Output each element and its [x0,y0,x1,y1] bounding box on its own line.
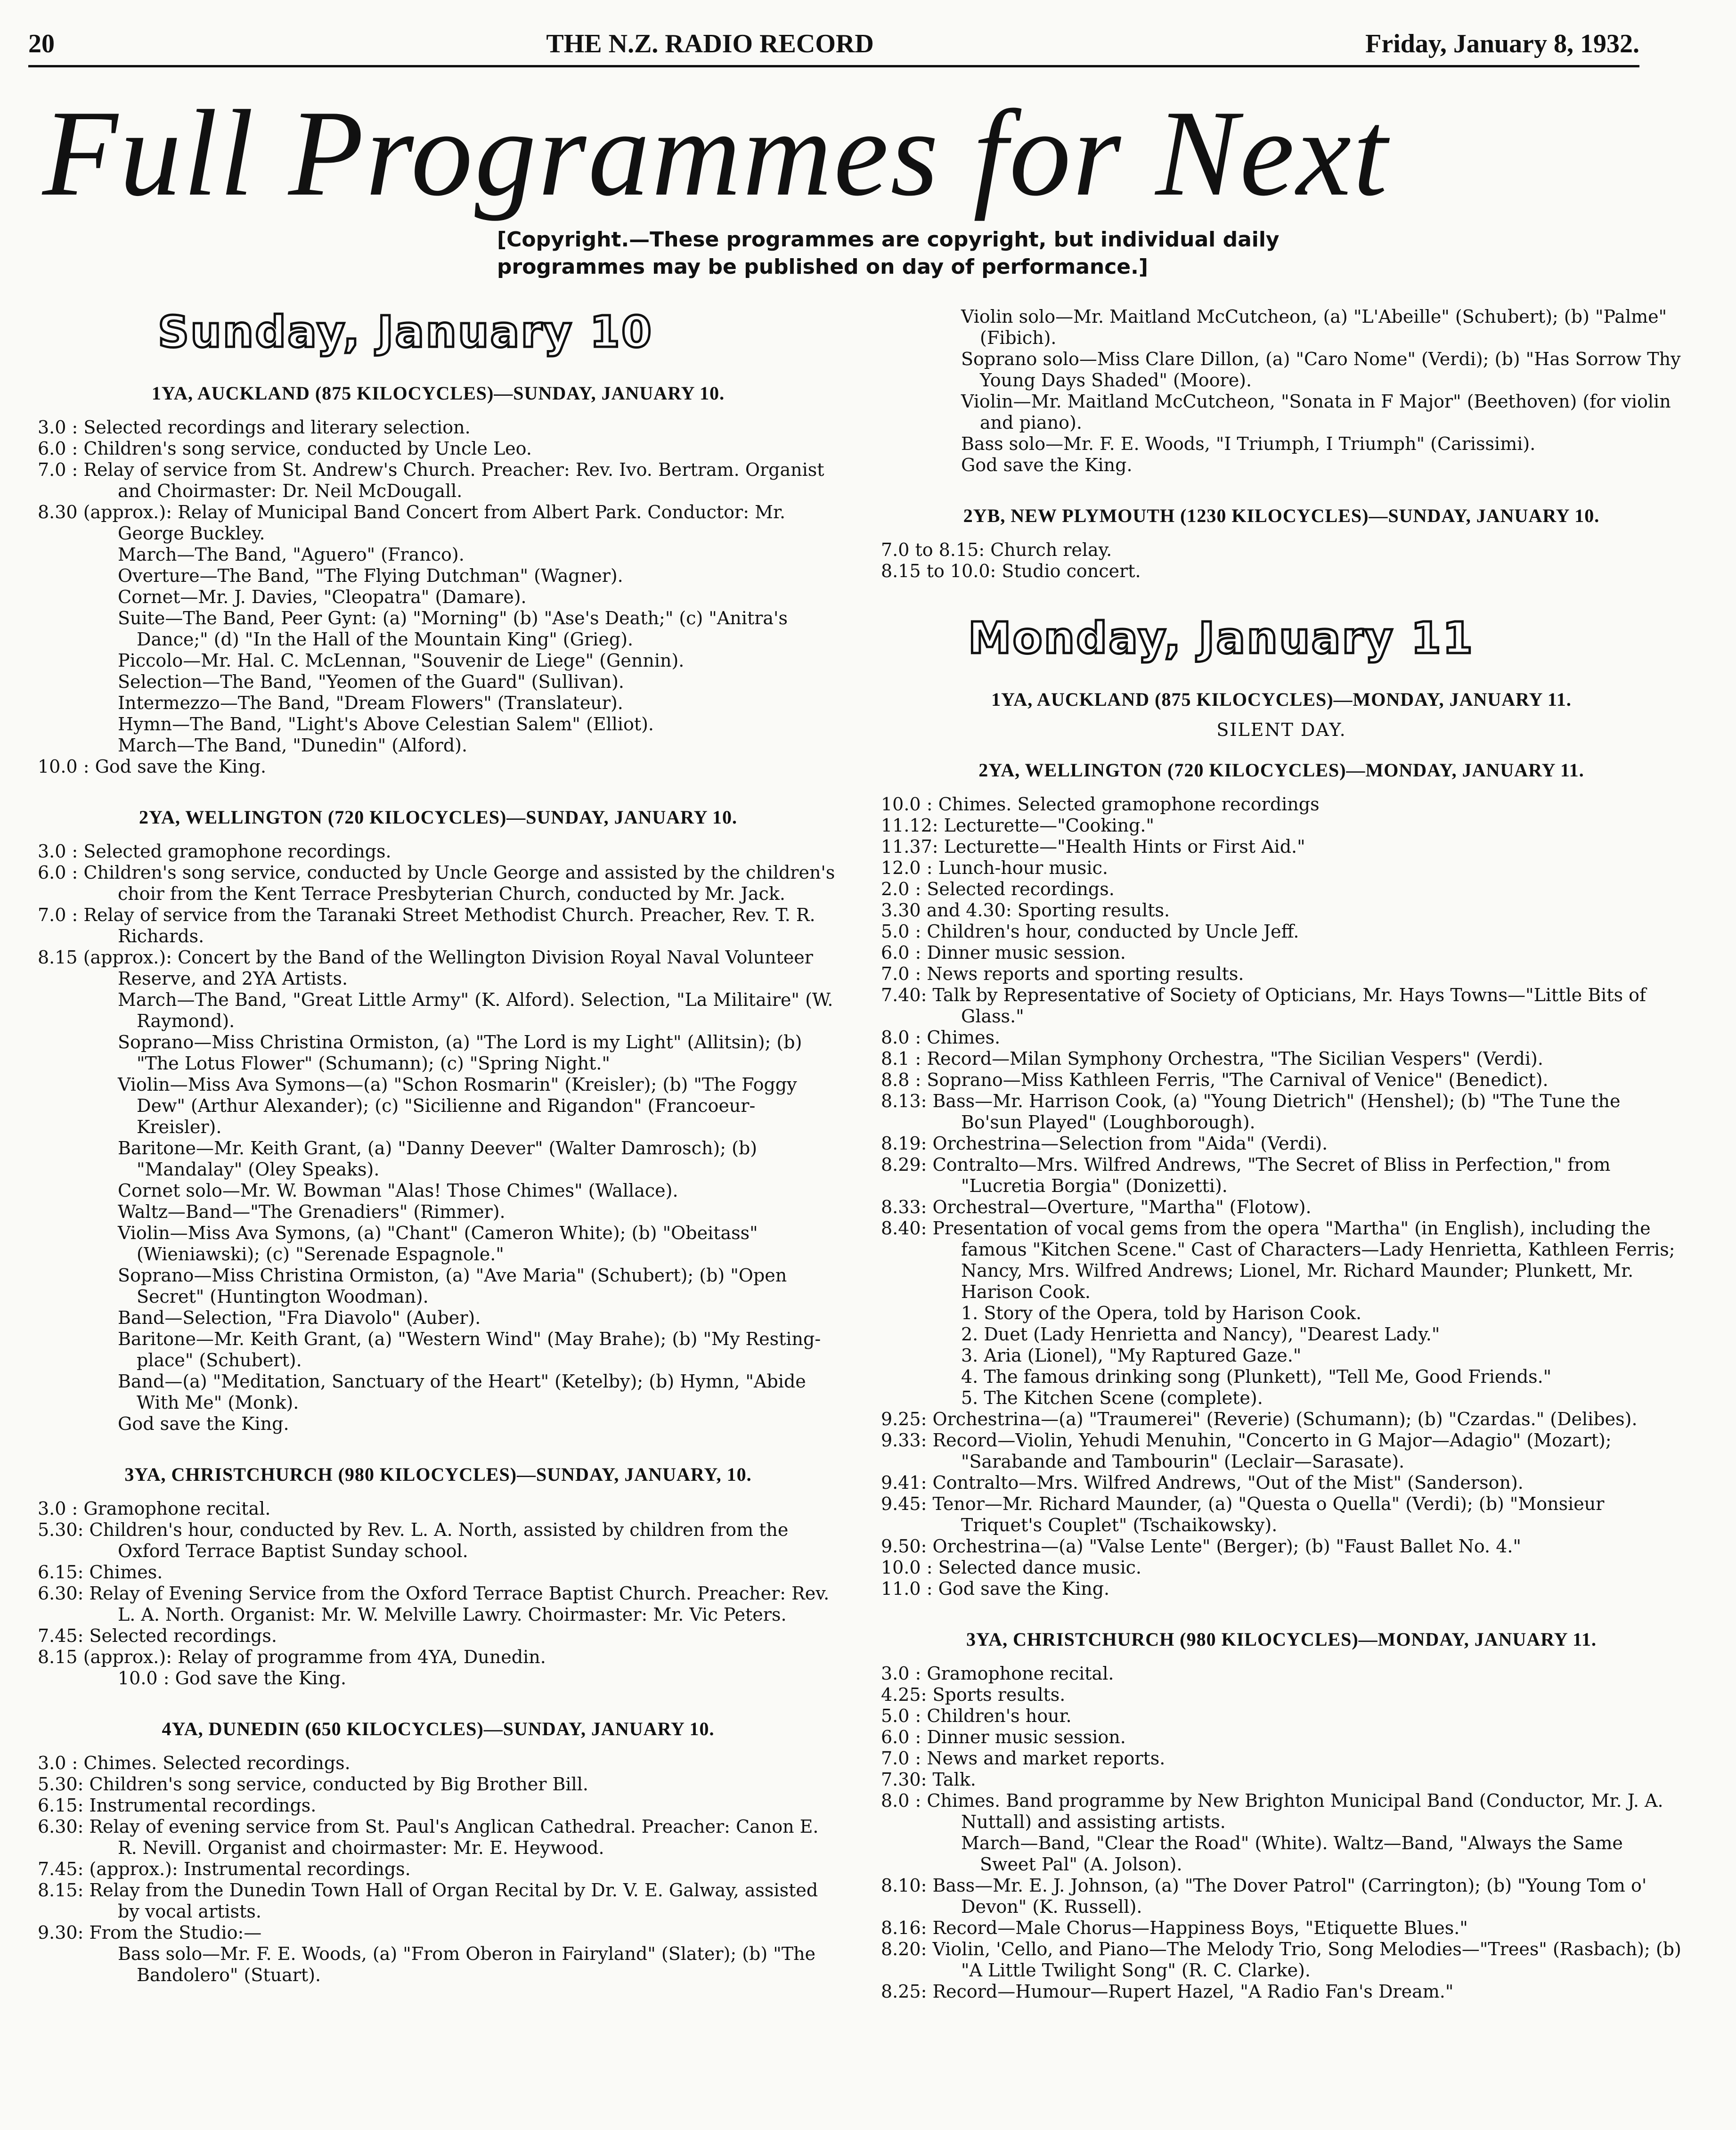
sunday-column [38,372,839,2005]
programme-entry: 9.45: Tenor—Mr. Richard Maunder, (a) "Questa o Quella" (Verdi); (b) "Monsieur Triquet's Couplet" (Tschaikowsky). [881,1493,1605,1535]
programme-entry: 8.15: Relay from the Dunedin Town Hall of Organ Recital by Dr. V. E. Galway, assisted by vocal artists. [38,1880,818,1922]
programme-entry: March—The Band, "Dunedin" (Alford). [118,735,468,756]
monday-column [881,678,1682,2021]
programme-entry: Bass solo—Mr. F. E. Woods, (a) "From Oberon in Fairyland" (Slater); (b) "The Bandolero" (Stuart). [118,1943,816,1985]
programme-entry: Waltz—Band—"The Grenadiers" (Rimmer). [118,1201,505,1222]
station-heading: 4YA, DUNEDIN (650 KILOCYCLES)—SUNDAY, JANUARY 10. [162,1718,715,1739]
programme-entry: Soprano—Miss Christina Ormiston, (a) "Ave Maria" (Schubert); (b) "Open Secret" (Huntington Woodman). [118,1265,787,1307]
section-gap [38,1689,839,1708]
programme-entry: 8.15 to 10.0: Studio concert. [881,561,1141,581]
programme-entry: 8.0 : Chimes. Band programme by New Brighton Municipal Band (Conductor, Mr. J. A. Nuttall) and assisting artists. [881,1790,1663,1832]
programme-entry: Selection—The Band, "Yeomen of the Guard" (Sullivan). [118,671,625,692]
programme-entry: 7.40: Talk by Representative of Society of Opticians, Mr. Hays Towns—"Little Bits of Glass." [881,985,1646,1027]
programme-entry: 5. The Kitchen Scene (complete). [961,1387,1263,1408]
programme-entry: Baritone—Mr. Keith Grant, (a) "Western Wind" (May Brahe); (b) "My Resting-place" (Schubert). [118,1329,821,1371]
programme-entry: 10.0 : Chimes. Selected gramophone recordings [881,794,1320,815]
programme-entry: 8.10: Bass—Mr. E. J. Johnson, (a) "The Dover Patrol" (Carrington); (b) "Young Tom o' Devon" (K. Russell). [881,1875,1647,1917]
station-heading: 3YA, CHRISTCHURCH (980 KILOCYCLES)—MONDAY, JANUARY 11. [966,1629,1597,1650]
programme-entry: 11.12: Lecturette—"Cooking." [881,815,1154,836]
programme-entry: 8.15 (approx.): Concert by the Band of the Wellington Division Royal Naval Volunteer Reserve, and 2YA Artists. [38,947,813,989]
station-heading: 2YB, NEW PLYMOUTH (1230 KILOCYCLES)—SUNDAY, JANUARY 10. [963,505,1600,526]
masthead [28,26,1639,59]
programme-entry: 8.15 (approx.): Relay of programme from 4YA, Dunedin. [38,1647,546,1667]
programme-entry: Cornet—Mr. J. Davies, "Cleopatra" (Damare). [118,587,527,607]
programme-entry: 7.45: Selected recordings. [38,1625,277,1646]
programme-entry: 8.1 : Record—Milan Symphony Orchestra, "The Sicilian Vespers" (Verdi). [881,1048,1543,1069]
programme-entry: 12.0 : Lunch-hour music. [881,857,1108,878]
station-heading: 1YA, AUCKLAND (875 KILOCYCLES)—MONDAY, JANUARY 11. [991,689,1572,710]
programme-entry: 11.0 : God save the King. [881,1578,1110,1599]
section-gap [38,777,839,796]
station-heading: 1YA, AUCKLAND (875 KILOCYCLES)—SUNDAY, JANUARY 10. [151,383,725,404]
programme-entry: 3.0 : Selected recordings and literary selection. [38,417,471,438]
programme-entry: 8.19: Orchestrina—Selection from "Aida" (Verdi). [881,1133,1328,1154]
programme-entry: 5.0 : Children's hour, conducted by Uncle Jeff. [881,921,1299,942]
programme-entry: 7.0 : News and market reports. [881,1748,1165,1769]
programme-entry: 6.0 : Children's song service, conducted by Uncle Leo. [38,438,532,459]
programme-entry: Violin—Miss Ava Symons, (a) "Chant" (Cameron White); (b) "Obeitass" (Wieniawski); (c) "Serenade Espagnole." [118,1223,758,1265]
programme-entry: 7.0 : News reports and sporting results. [881,963,1244,984]
programme-entry: Violin—Mr. Maitland McCutcheon, "Sonata in F Major" (Beethoven) (for violin and piano). [961,391,1671,433]
page-number: 20 [28,29,55,58]
programme-entry: 2. Duet (Lady Henrietta and Nancy), "Dearest Lady." [961,1324,1440,1345]
programme-entry: 10.0 : God save the King. [118,1668,347,1689]
sunday-continuation-column [881,306,1682,601]
programme-entry: 8.40: Presentation of vocal gems from the opera "Martha" (in English), including the famous "Kitchen Scene." Cast of Characters—Lady Henrietta, Kathleen Ferris; Nancy, Mrs. Wilfred Andrews; Lionel, Mr. Richard Maunder; Plunkett, Mr. Harison Cook. [881,1218,1675,1302]
programme-entry: 11.37: Lecturette—"Health Hints or First Aid." [881,836,1305,857]
section-gap [38,1986,839,2005]
programme-entry: 8.33: Orchestral—Overture, "Martha" (Flotow). [881,1197,1312,1217]
programme-entry: March—The Band, "Great Little Army" (K. Alford). Selection, "La Militaire" (W. Raymond). [118,989,833,1031]
programme-entry: 9.30: From the Studio:— [38,1922,262,1943]
programme-entry: 8.13: Bass—Mr. Harrison Cook, (a) "Young Dietrich" (Henshel); (b) "The Tune the Bo'sun Played" (Loughborough). [881,1091,1621,1133]
programme-entry: Bass solo—Mr. F. E. Woods, "I Triumph, I Triumph" (Carissimi). [961,433,1536,454]
programme-entry: 7.0 : Relay of service from St. Andrew's Church. Preacher: Rev. Ivo. Bertram. Organist and Choirmaster: Dr. Neil McDougall. [38,459,824,501]
programme-entry: Suite—The Band, Peer Gynt: (a) "Morning" (b) "Ase's Death;" (c) "Anitra's Dance;" (d) "In the Hall of the Mountain King" (Grieg). [118,608,788,650]
section-gap [881,582,1682,601]
programme-entry: 4. The famous drinking song (Plunkett), "Tell Me, Good Friends." [961,1366,1552,1387]
programme-entry: Violin solo—Mr. Maitland McCutcheon, (a) "L'Abeille" (Schubert); (b) "Palme" (Fibich). [961,306,1667,348]
programme-entry: 9.33: Record—Violin, Yehudi Menuhin, "Concerto in G Major—Adagio" (Mozart); "Sarabande and Tambourin" (Leclair—Sarasate). [881,1430,1612,1472]
sunday-heading: Sunday, January 10 [158,307,653,357]
programme-entry: 6.15: Instrumental recordings. [38,1795,317,1816]
programme-entry: 8.30 (approx.): Relay of Municipal Band Concert from Albert Park. Conductor: Mr. George Buckley. [38,502,786,544]
monday-heading: Monday, January 11 [968,613,1474,663]
programme-entry: 7.0 to 8.15: Church relay. [881,539,1112,560]
station-heading: 2YA, WELLINGTON (720 KILOCYCLES)—SUNDAY, JANUARY 10. [139,807,738,828]
programme-entry: March—The Band, "Aguero" (Franco). [118,544,465,565]
programme-entry: 3.30 and 4.30: Sporting results. [881,900,1170,921]
station-heading: 3YA, CHRISTCHURCH (980 KILOCYCLES)—SUNDAY, JANUARY, 10. [124,1464,752,1485]
programme-entry: 6.15: Chimes. [38,1562,163,1583]
programme-entry: Soprano—Miss Christina Ormiston, (a) "The Lord is my Light" (Allitsin); (b) "The Lotus Flower" (Schumann); (c) "Spring Night." [118,1032,802,1074]
programme-entry: 5.30: Children's hour, conducted by Rev. L. A. North, assisted by children from the Oxford Terrace Baptist Sunday school. [38,1519,789,1561]
programme-entry: Soprano solo—Miss Clare Dillon, (a) "Caro Nome" (Verdi); (b) "Has Sorrow Thy Young Days Shaded" (Moore). [961,349,1681,391]
programme-entry: Piccolo—Mr. Hal. C. McLennan, "Souvenir de Liege" (Gennin). [118,650,685,671]
programme-entry: Intermezzo—The Band, "Dream Flowers" (Translateur). [118,693,623,713]
programme-entry: 3.0 : Gramophone recital. [881,1663,1114,1684]
programme-entry: 3. Aria (Lionel), "My Raptured Gaze." [961,1345,1302,1366]
programme-entry: 7.0 : Relay of service from the Taranaki Street Methodist Church. Preacher, Rev. T. R. Richards. [38,905,815,947]
issue-date: Friday, January 8, 1932. [1365,29,1639,58]
programme-entry: God save the King. [961,455,1133,475]
programme-entry: 6.0 : Children's song service, conducted by Uncle George and assisted by the children's choir from the Kent Terrace Presbyterian Church, conducted by Mr. Jack. [38,862,835,904]
section-gap [881,1600,1682,1618]
section-gap [38,1435,839,1453]
paper-title: THE N.Z. RADIO RECORD [546,29,874,58]
programme-entry: 7.30: Talk. [881,1769,976,1790]
programme-entry: March—Band, "Clear the Road" (White). Waltz—Band, "Always the Same Sweet Pal" (A. Jolson). [961,1833,1623,1875]
programme-entry: God save the King. [118,1413,289,1434]
programme-entry: Cornet solo—Mr. W. Bowman "Alas! Those Chimes" (Wallace). [118,1180,678,1201]
programme-entry: Hymn—The Band, "Light's Above Celestian Salem" (Elliot). [118,714,654,734]
programme-entry: 6.30: Relay of Evening Service from the Oxford Terrace Baptist Church. Preacher: Rev. L. A. North. Organist: Mr. W. Melville Lawry. Choirmaster: Mr. Vic Peters. [38,1583,830,1625]
programme-entry: 9.50: Orchestrina—(a) "Valse Lente" (Berger); (b) "Faust Ballet No. 4." [881,1536,1521,1557]
programme-entry: Overture—The Band, "The Flying Dutchman" (Wagner). [118,565,623,586]
programme-entry: 8.25: Record—Humour—Rupert Hazel, "A Radio Fan's Dream." [881,1981,1454,2002]
programme-entry: 8.0 : Chimes. [881,1027,1001,1048]
programme-entry: 9.25: Orchestrina—(a) "Traumerei" (Reverie) (Schumann); (b) "Czardas." (Delibes). [881,1409,1638,1429]
programme-entry: 8.20: Violin, 'Cello, and Piano—The Melody Trio, Song Melodies—"Trees" (Rasbach); (b) "A Little Twilight Song" (R. C. Clarke). [881,1939,1681,1981]
programme-entry: 4.25: Sports results. [881,1684,1066,1705]
programme-entry: 5.0 : Children's hour. [881,1706,1072,1726]
copyright-note: [Copyright.—These programmes are copyright, but individual daily programmes may be published on day of performance.] [497,228,1280,279]
programme-entry: 10.0 : Selected dance music. [881,1557,1142,1578]
programme-entry: 10.0 : God save the King. [38,756,267,777]
page-headline: Full Programmes for Next [42,85,1389,221]
station-heading: 2YA, WELLINGTON (720 KILOCYCLES)—MONDAY, JANUARY 11. [978,759,1584,781]
programme-entry: 1. Story of the Opera, told by Harison Cook. [961,1303,1362,1323]
programme-entry: 9.41: Contralto—Mrs. Wilfred Andrews, "Out of the Mist" (Sanderson). [881,1472,1524,1493]
silent-day-note: SILENT DAY. [1216,719,1346,740]
programme-entry: Violin—Miss Ava Symons—(a) "Schon Rosmarin" (Kreisler); (b) "The Foggy Dew" (Arthur Alexander); (c) "Sicilienne and Rigandon" (Francoeur-Kreisler). [118,1074,797,1137]
section-gap [881,476,1682,495]
programme-entry: 6.30: Relay of evening service from St. Paul's Anglican Cathedral. Preacher: Canon E. R. Nevill. Organist and choirmaster: Mr. E. Heywood. [38,1816,819,1858]
programme-entry: Band—Selection, "Fra Diavolo" (Auber). [118,1307,481,1328]
programme-entry: 3.0 : Chimes. Selected recordings. [38,1753,350,1773]
programme-entry: Baritone—Mr. Keith Grant, (a) "Danny Deever" (Walter Damrosch); (b) "Mandalay" (Oley Speaks). [118,1138,758,1180]
programme-entry: 5.30: Children's song service, conducted by Big Brother Bill. [38,1774,588,1795]
programme-entry: 3.0 : Gramophone recital. [38,1498,271,1519]
masthead-rule [28,65,1639,67]
programme-entry: 8.16: Record—Male Chorus—Happiness Boys, "Etiquette Blues." [881,1918,1468,1938]
programme-entry: 7.45: (approx.): Instrumental recordings. [38,1859,411,1879]
section-gap [881,2002,1682,2021]
programme-entry: 2.0 : Selected recordings. [881,879,1115,899]
programme-entry: 8.29: Contralto—Mrs. Wilfred Andrews, "The Secret of Bliss in Perfection," from "Lucretia Borgia" (Donizetti). [881,1154,1611,1196]
programme-entry: 6.0 : Dinner music session. [881,1727,1126,1747]
programme-entry: 3.0 : Selected gramophone recordings. [38,841,391,862]
programme-entry: Band—(a) "Meditation, Sanctuary of the Heart" (Ketelby); (b) Hymn, "Abide With Me" (Monk). [118,1371,806,1413]
programme-entry: 8.8 : Soprano—Miss Kathleen Ferris, "The Carnival of Venice" (Benedict). [881,1069,1549,1090]
programme-entry: 6.0 : Dinner music session. [881,942,1126,963]
